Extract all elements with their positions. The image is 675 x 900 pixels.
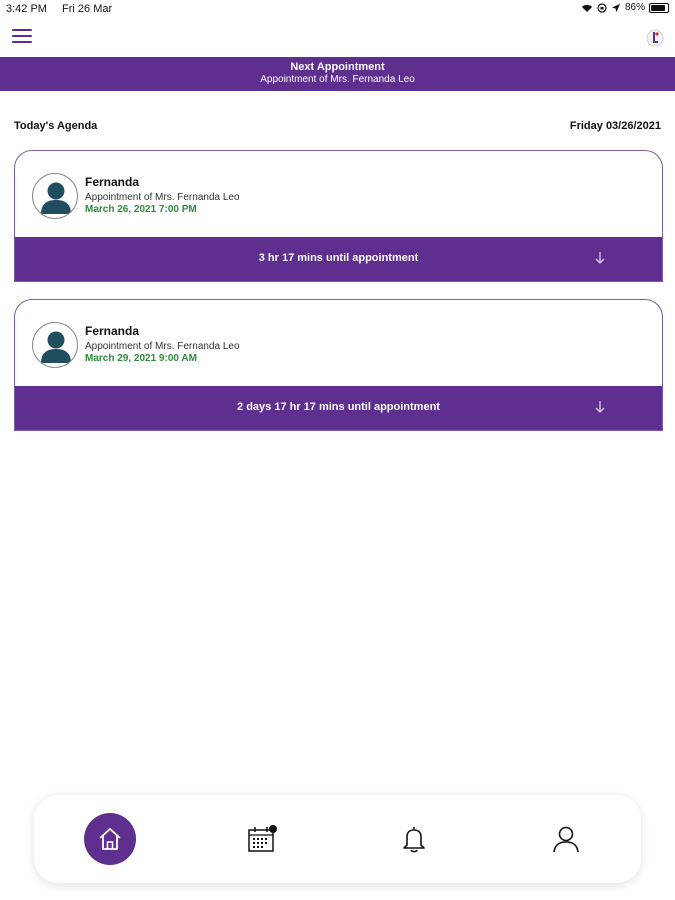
orientation-lock-icon [597,3,607,13]
nav-notifications-button[interactable] [388,813,440,865]
appointment-description: Appointment of Mrs. Fernanda Leo [85,341,240,352]
location-icon [611,3,621,13]
appointment-countdown-bar[interactable] [15,386,662,430]
battery-icon [649,3,669,13]
wifi-icon [581,3,593,13]
appointment-countdown: 3 hr 17 mins until appointment [258,252,419,264]
person-avatar-icon [33,174,78,219]
battery-percent: 86% [624,2,645,13]
appointment-datetime: March 26, 2021 7:00 PM [85,204,197,215]
avatar [32,173,78,219]
next-appointment-title: Next Appointment [290,61,385,73]
status-date: Fri 26 Mar [62,3,113,15]
arrow-down-icon[interactable] [594,250,606,266]
appointment-description: Appointment of Mrs. Fernanda Leo [85,192,240,203]
avatar [32,322,78,368]
appointment-card[interactable] [14,150,663,282]
home-icon [96,825,124,853]
appointment-countdown-bar[interactable] [15,237,662,281]
calendar-icon [246,823,278,855]
bell-icon [400,824,428,854]
arrow-down-icon[interactable] [594,399,606,415]
status-bar [0,0,675,20]
agenda-label: Today's Agenda [14,120,98,132]
user-icon [551,824,581,854]
appointment-name: Fernanda [85,175,140,189]
bottom-navigation [34,795,641,883]
next-appointment-subtitle: Appointment of Mrs. Fernanda Leo [260,74,415,85]
appointment-card[interactable] [14,299,663,431]
nav-profile-button[interactable] [540,813,592,865]
next-appointment-banner[interactable] [0,57,675,91]
person-avatar-icon [33,323,78,368]
nav-home-button[interactable] [84,813,136,865]
hamburger-menu-icon[interactable] [12,29,32,47]
appointment-datetime: March 29, 2021 9:00 AM [85,353,197,364]
appointment-countdown: 2 days 17 hr 17 mins until appointment [237,401,440,413]
agenda-date: Friday 03/26/2021 [569,120,661,132]
app-logo-icon [645,28,665,48]
agenda-header [14,120,661,132]
appointment-name: Fernanda [85,324,140,338]
battery-fill [651,5,665,11]
status-time: 3:42 PM [6,3,47,15]
nav-calendar-button[interactable] [236,813,288,865]
